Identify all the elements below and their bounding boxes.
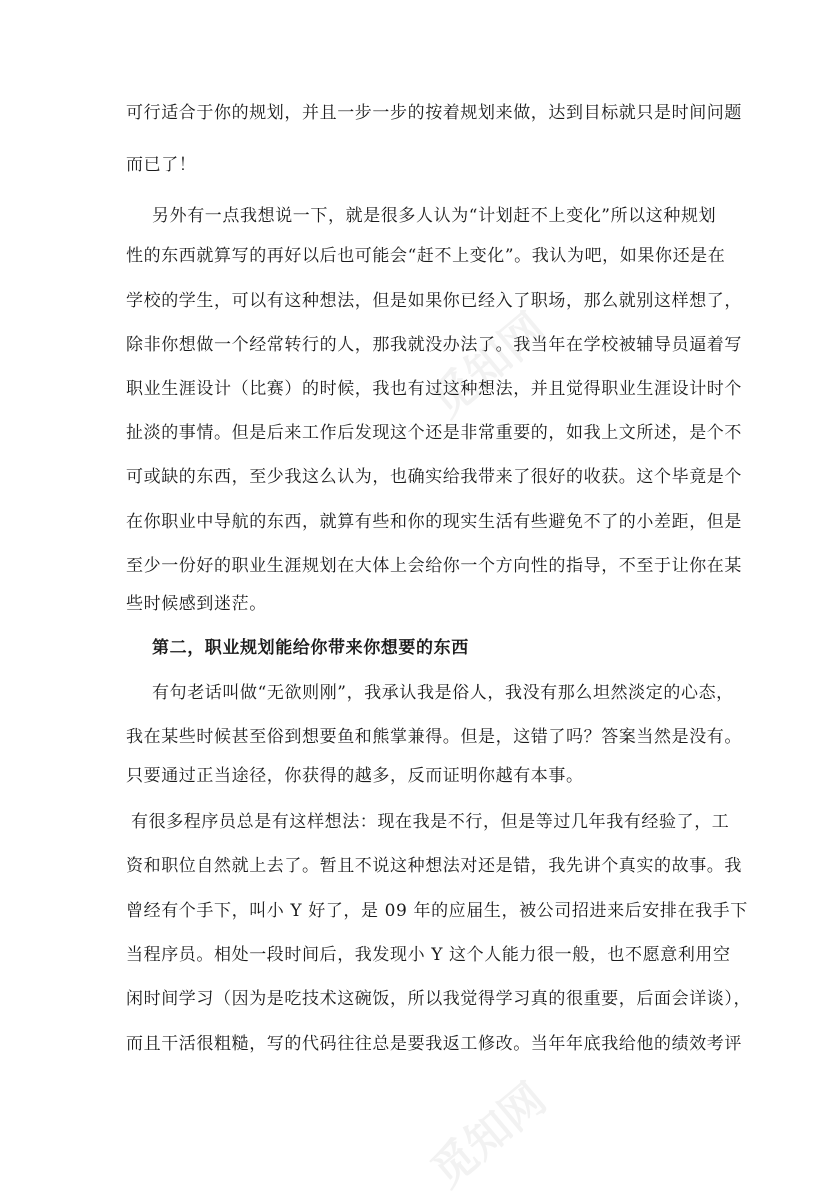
paragraph-start-line: 有句老话叫做“无欲则刚”，我承认我是俗人，我没有那么坦然淡定的心态， [152, 683, 734, 703]
text-line: 闲时间学习（因为是吃技术这碗饭，所以我觉得学习真的很重要，后面会详谈）， [126, 989, 752, 1009]
text-line: 可行适合于你的规划，并且一步一步的按着规划来做，达到目标就只是时间问题 [126, 103, 742, 123]
watermark-upper: 觅知网 [421, 303, 556, 428]
text-line: 至少一份好的职业生涯规划在大体上会给你一个方向性的指导，不至于让你在某 [126, 556, 742, 576]
section-heading: 第二，职业规划能给你带来你想要的东西 [152, 638, 469, 658]
watermark-lower: 觅知网 [421, 1073, 556, 1198]
text-line: 曾经有个手下，叫小 Y 好了，是 09 年的应届生，被公司招进来后安排在我手下 [126, 901, 748, 921]
text-line: 当程序员。相处一段时间后，我发现小 Y 这个人能力很一般，也不愿意利用空 [126, 945, 731, 965]
text-line: 而已了！ [126, 155, 197, 175]
text-line: 资和职位自然就上去了。暂且不说这种想法对还是错，我先讲个真实的故事。我 [126, 856, 742, 876]
text-line: 我在某些时候甚至俗到想要鱼和熊掌兼得。但是，这错了吗？答案当然是没有。 [126, 727, 742, 747]
text-line: 可或缺的东西，至少我这么认为，也确实给我带来了很好的收获。这个毕竟是个 [126, 467, 742, 487]
text-line: 性的东西就算写的再好以后也可能会“赶不上变化”。我认为吧，如果你还是在 [126, 246, 726, 266]
paragraph-start-line: 另外有一点我想说一下，就是很多人认为“计划赶不上变化”所以这种规划 [152, 206, 717, 226]
text-line: 在你职业中导航的东西，就算有些和你的现实生活有些避免不了的小差距，但是 [126, 512, 742, 532]
text-line: 扯淡的事情。但是后来工作后发现这个还是非常重要的，如我上文所述，是个不 [126, 423, 742, 443]
text-line: 除非你想做一个经常转行的人，那我就没办法了。我当年在学校被辅导员逼着写 [126, 335, 742, 355]
text-line: 只要通过正当途径，你获得的越多，反而证明你越有本事。 [126, 766, 584, 786]
text-line: 而且干活很粗糙，写的代码往往总是要我返工修改。当年年底我给他的绩效考评 [126, 1034, 742, 1054]
text-line: 职业生涯设计（比赛）的时候，我也有过这种想法，并且觉得职业生涯设计时个 [126, 379, 742, 399]
paragraph-start-line: 有很多程序员总是有这样想法：现在我是不行，但是等过几年我有经验了，工 [131, 812, 730, 832]
text-line: 些时候感到迷茫。 [126, 594, 267, 614]
text-line: 学校的学生，可以有这种想法，但是如果你已经入了职场，那么就别这样想了， [126, 291, 742, 311]
